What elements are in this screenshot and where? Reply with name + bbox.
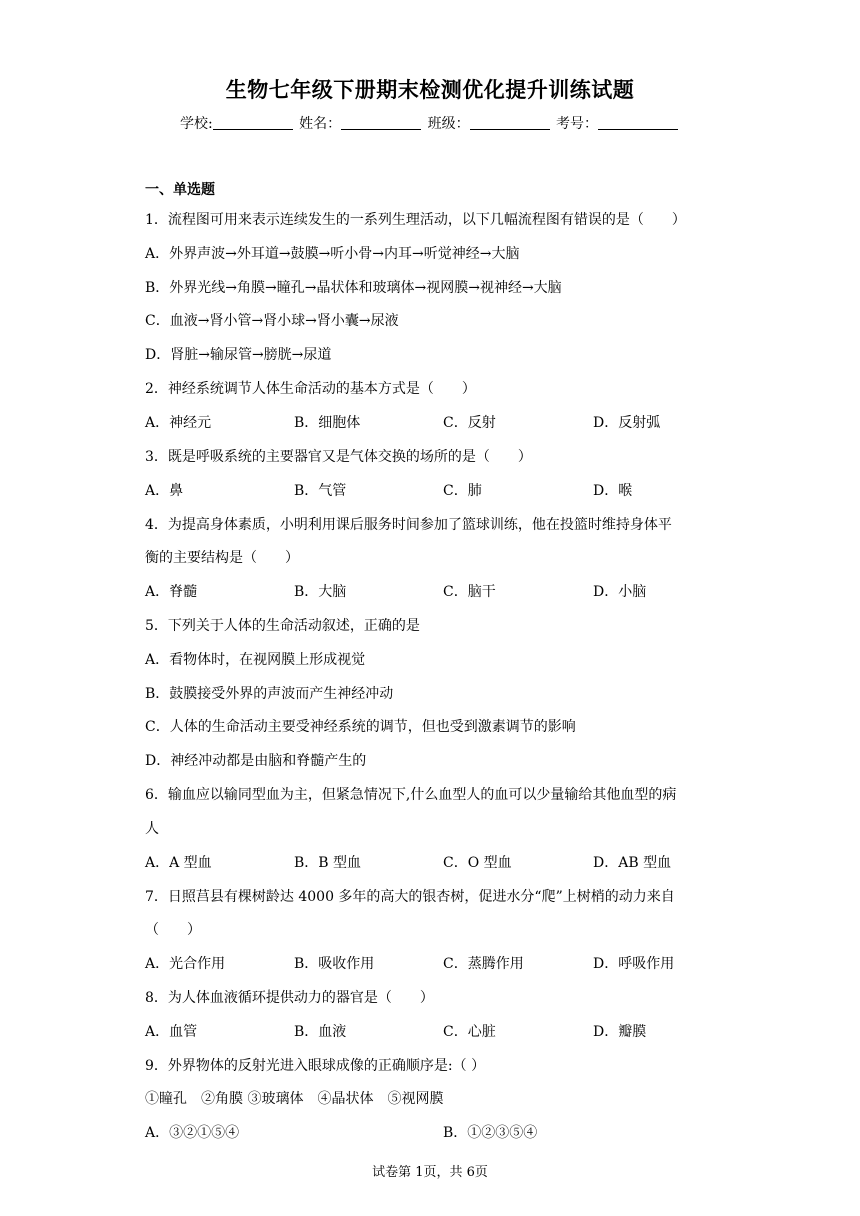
q4-option-c: C．脑干 (443, 584, 496, 600)
q2-stem: 2．神经系统调节人体生命活动的基本方式是（ ） (145, 381, 476, 397)
page-footer: 试卷第 1页，共 6页 (372, 1165, 488, 1180)
class-label: 班级： (427, 116, 470, 132)
q7-stem-line2: （ ） (145, 922, 201, 938)
school-blank (213, 115, 293, 130)
q3-stem: 3．既是呼吸系统的主要器官又是气体交换的场所的是（ ） (145, 449, 532, 465)
q3-option-a: A．鼻 (145, 483, 184, 499)
q6-option-d: D．AB 型血 (593, 855, 672, 871)
q6-option-b: B．B 型血 (294, 855, 362, 871)
q4-option-b: B．大脑 (294, 584, 347, 600)
q8-option-c: C．心脏 (443, 1024, 496, 1040)
q1-stem: 1．流程图可用来表示连续发生的一系列生理活动，以下几幅流程图有错误的是（ ） (145, 212, 686, 228)
q6-stem-line2: 人 (145, 821, 159, 837)
q8-option-b: B．血液 (294, 1024, 347, 1040)
q4-option-d: D．小脑 (593, 584, 647, 600)
q5-option-b: B．鼓膜接受外界的声波而产生神经冲动 (145, 686, 394, 702)
q2-option-c: C．反射 (443, 415, 496, 431)
q5-option-d: D．神经冲动都是由脑和脊髓产生的 (145, 753, 367, 769)
school-label: 学校: (179, 116, 213, 132)
q3-option-c: C．肺 (443, 483, 482, 499)
class-blank (470, 115, 550, 130)
page-title: 生物七年级下册期末检测优化提升训练试题 (225, 77, 635, 102)
q1-option-c: C．血液→肾小管→肾小球→肾小囊→尿液 (145, 313, 399, 329)
q9-option-b: B．①②③⑤④ (443, 1125, 538, 1141)
q8-option-d: D．瓣膜 (593, 1024, 647, 1040)
name-label: 姓名： (299, 116, 342, 132)
q7-stem-line1: 7．日照莒县有棵树龄达 4000 多年的高大的银杏树，促进水分“爬”上树梢的动力来自 (145, 889, 675, 905)
q9-stem: 9．外界物体的反射光进入眼球成像的正确顺序是:（ ） (145, 1058, 486, 1074)
q3-option-b: B．气管 (294, 483, 347, 499)
q4-option-a: A．脊髓 (145, 584, 198, 600)
q4-stem-line1: 4．为提高身体素质，小明利用课后服务时间参加了篮球训练，他在投篮时维持身体平 (145, 517, 672, 533)
q6-option-a: A．A 型血 (145, 855, 212, 871)
q9-option-a: A．③②①⑤④ (145, 1125, 240, 1141)
q7-option-d: D．呼吸作用 (593, 956, 675, 972)
student-info-line (0, 113, 860, 133)
q6-option-c: C．O 型血 (443, 855, 512, 871)
q1-option-b: B．外界光线→角膜→瞳孔→晶状体和玻璃体→视网膜→视神经→大脑 (145, 280, 562, 296)
q5-option-a: A．看物体时，在视网膜上形成视觉 (145, 652, 366, 668)
q2-option-d: D．反射弧 (593, 415, 661, 431)
q5-option-c: C．人体的生命活动主要受神经系统的调节，但也受到激素调节的影响 (145, 719, 576, 735)
q8-stem: 8．为人体血液循环提供动力的器官是（ ） (145, 990, 434, 1006)
q8-option-a: A．血管 (145, 1024, 198, 1040)
section-heading: 一、单选题 (145, 182, 215, 198)
q2-option-b: B．细胞体 (294, 415, 361, 431)
q9-items: ①瞳孔 ②角膜 ③玻璃体 ④晶状体 ⑤视网膜 (145, 1091, 444, 1107)
q7-option-b: B．吸收作用 (294, 956, 375, 972)
q6-stem-line1: 6．输血应以输同型血为主，但紧急情况下,什么血型人的血可以少量输给其他血型的病 (145, 787, 677, 803)
q2-option-a: A．神经元 (145, 415, 212, 431)
q5-stem: 5．下列关于人体的生命活动叙述，正确的是 (145, 618, 420, 634)
exam-number-blank (598, 115, 678, 130)
exam-number-label: 考号： (556, 116, 599, 132)
q7-option-a: A．光合作用 (145, 956, 226, 972)
name-blank (341, 115, 421, 130)
q1-option-a: A．外界声波→外耳道→鼓膜→听小骨→内耳→听觉神经→大脑 (145, 246, 520, 262)
q3-option-d: D．喉 (593, 483, 633, 499)
q1-option-d: D．肾脏→输尿管→膀胱→尿道 (145, 347, 332, 363)
q4-stem-line2: 衡的主要结构是（ ） (145, 550, 299, 566)
q7-option-c: C．蒸腾作用 (443, 956, 524, 972)
